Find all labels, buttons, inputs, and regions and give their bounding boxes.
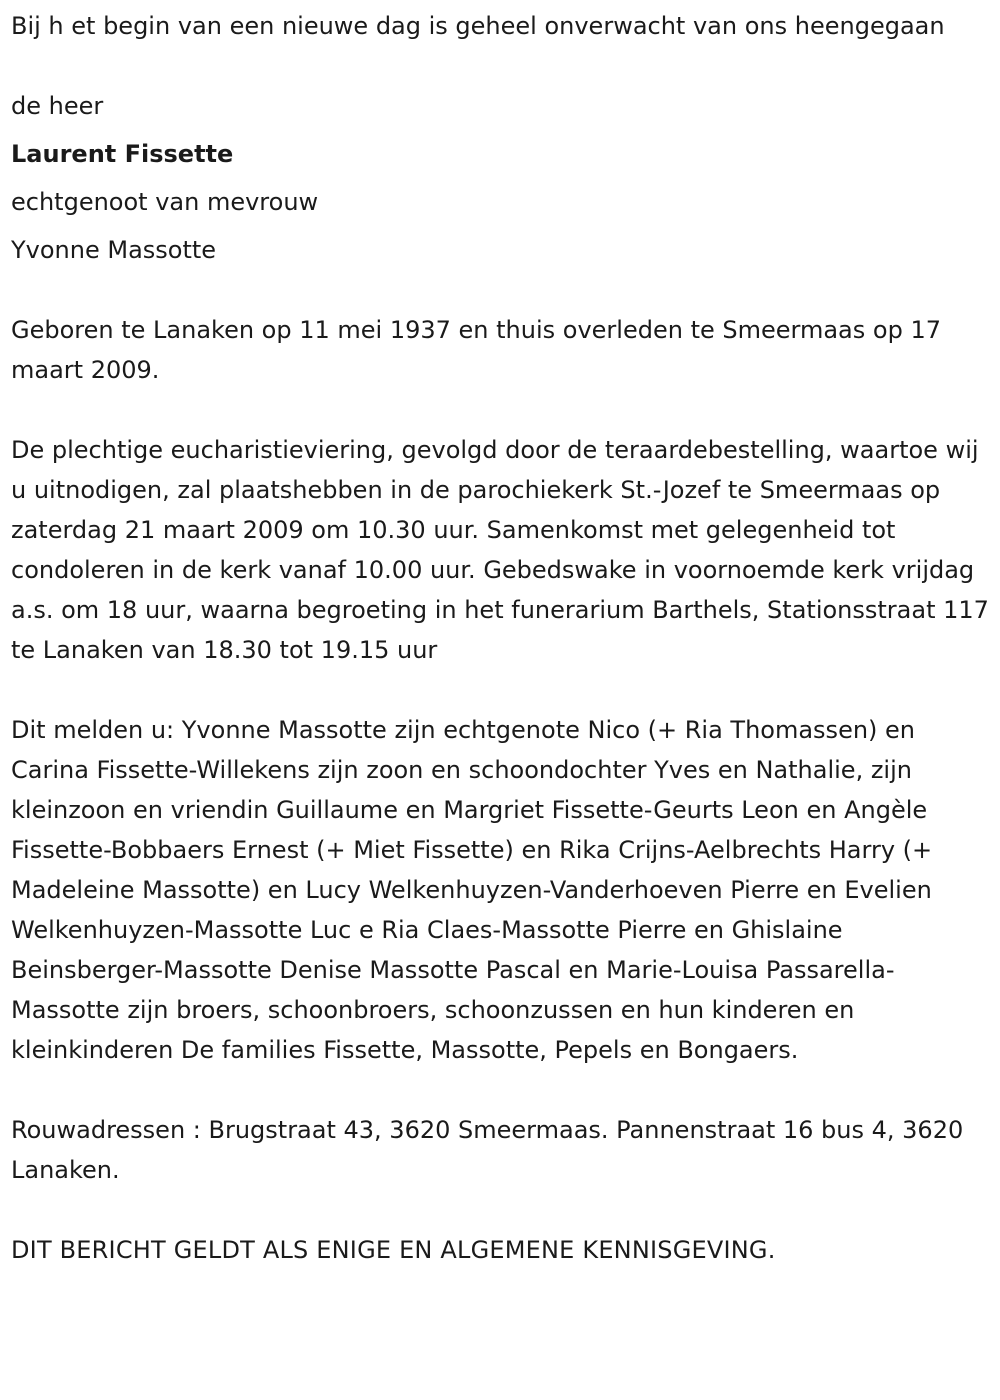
spouse-name: Yvonne Massotte [11,236,217,264]
birth-death-paragraph: Geboren te Lanaken op 11 mei 1937 en thuis overleden te Smeermaas op 17 maart 2009. [11,316,941,384]
ceremony-paragraph: De plechtige eucharistieviering, gevolgd door de teraardebestelling, waartoe wij u uitnodigen, zal plaatshebben in de parochiekerk St.-Jozef te Smeermaas op zaterdag 21 maart 2009 om 10.30 uur. Samenkomst met gelegenheid tot condoleren in de kerk vanaf 10.00 uur. Gebedswake in voornoemde kerk vrijdag a.s. om 18 uur, waarna begroeting in het funerarium Barthels, Stationsstraat 117 te Lanaken van 18.30 tot 19.15 uur [11,436,989,664]
deceased-name: Laurent Fissette [11,140,234,168]
closing-statement: DIT BERICHT GELDT ALS ENIGE EN ALGEMENE KENNISGEVING. [11,1236,776,1264]
family-paragraph: Dit melden u: Yvonne Massotte zijn echtgenote Nico (+ Ria Thomassen) en Carina Fissette-Willekens zijn zoon en schoondochter Yves en Nathalie, zijn kleinzoon en vriendin Guillaume en Margriet Fissette-Geurts Leon en Angèle Fissette-Bobbaers Ernest (+ Miet Fissette) en Rika Crijns-Aelbrechts Harry (+ Madeleine Massotte) en Lucy Welkenhuyzen-Vanderhoeven Pierre en Evelien Welkenhuyzen-Massotte Luc e Ria Claes-Massotte Pierre en Ghislaine Beinsberger-Massotte Denise Massotte Pascal en Marie-Louisa Passarella-Massotte zijn broers, schoonbroers, schoonzussen en hun kinderen en kleinkinderen De families Fissette, Massotte, Pepels en Bongaers. [11,716,933,1064]
intro-text: Bij h et begin van een nieuwe dag is geheel onverwacht van ons heengegaan [11,12,945,40]
salutation: de heer [11,92,104,120]
spouse-label: echtgenoot van mevrouw [11,188,319,216]
addresses-paragraph: Rouwadressen : Brugstraat 43, 3620 Smeermaas. Pannenstraat 16 bus 4, 3620 Lanaken. [11,1116,964,1184]
